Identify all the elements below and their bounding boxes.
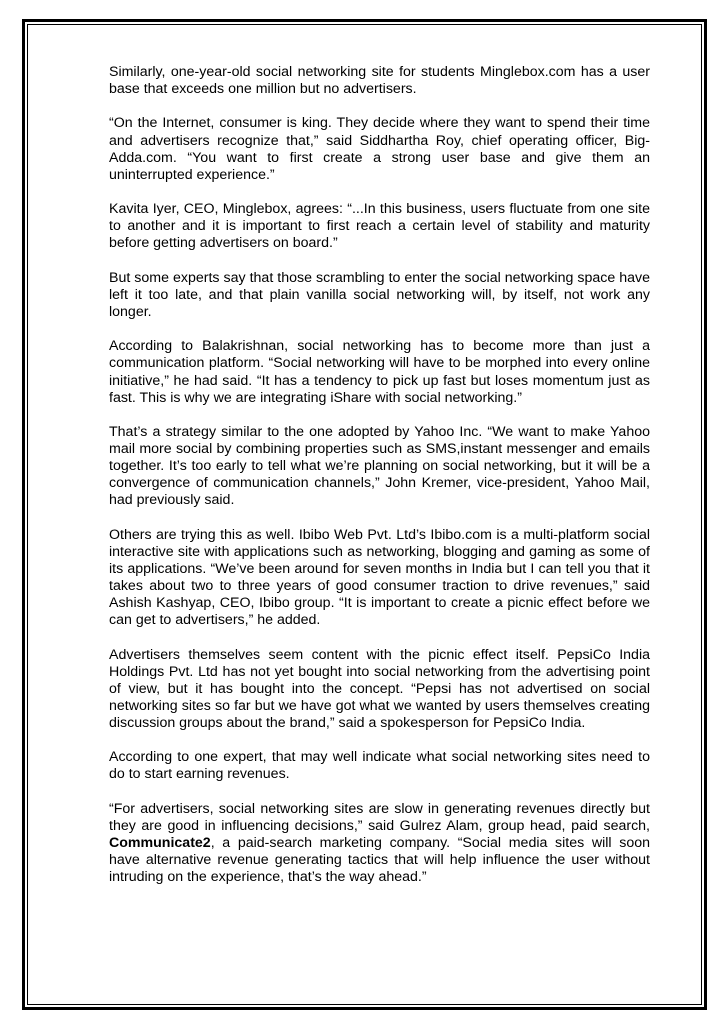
paragraph-8: Advertisers themselves seem content with the picnic effect itself. PepsiCo India Holdings Pvt. Ltd has not yet bought into social networking from the advertising point of view, but it has bought into the concept. “Pepsi has not advertised on social networking sites so far but we have got what we wanted by users themselves creating discussion groups about the brand,” said a spokesperson for PepsiCo India. xyxy=(109,646,650,731)
article-body xyxy=(109,64,650,886)
paragraph-4: But some experts say that those scrambling to enter the social networking space have left it too late, and that plain vanilla social networking will, by itself, not work any longer. xyxy=(109,269,650,320)
paragraph-10 xyxy=(109,801,650,886)
paragraph-3: Kavita Iyer, CEO, Minglebox, agrees: “...In this business, users fluctuate from one site to another and it is important to first reach a certain level of stability and maturity before getting advertisers on board.” xyxy=(109,201,650,252)
paragraph-2: “On the Internet, consumer is king. They decide where they want to spend their time and advertisers recognize that,” said Siddhartha Roy, chief operating officer, Big-Adda.com. “You want to first create a strong user base and give them an uninterrupted experience.” xyxy=(109,115,650,183)
company-name-bold: Communicate2 xyxy=(109,835,211,852)
paragraph-5: According to Balakrishnan, social networking has to become more than just a communication platform. “Social networking will have to be morphed into every online initiative,” he had said. “It has a tendency to pick up fast but loses momentum just as fast. This is why we are integrating iShare with social networking.” xyxy=(109,338,650,406)
paragraph-10-tail: , a paid-search marketing company. “Social media sites will soon have alternative revenue generating tactics that will help influence the user without intruding on the experience, that’s the way ahead.” xyxy=(109,835,650,886)
paragraph-10-lead: “For advertisers, social networking sites are slow in generating revenues directly but they are good in influencing decisions,” said Gulrez Alam, group head, paid search, xyxy=(109,800,650,834)
paragraph-7: Others are trying this as well. Ibibo Web Pvt. Ltd’s Ibibo.com is a multi-platform social interactive site with applications such as networking, blogging and gaming as some of its applications. “We’ve been around for seven months in India but I can tell you that it takes about two to three years of good consumer traction to drive revenues,” said Ashish Kashyap, CEO, Ibibo group. “It is important to create a picnic effect before we can get to advertisers,” he added. xyxy=(109,526,650,629)
paragraph-1: Similarly, one-year-old social networking site for students Minglebox.com has a user base that exceeds one million but no advertisers. xyxy=(109,64,650,98)
paragraph-9: According to one expert, that may well indicate what social networking sites need to do to start earning revenues. xyxy=(109,749,650,783)
paragraph-6: That’s a strategy similar to the one adopted by Yahoo Inc. “We want to make Yahoo mail more social by combining properties such as SMS,instant messenger and emails together. It’s too early to tell what we’re planning on social networking, but it will be a convergence of communication channels,” John Kremer, vice-president, Yahoo Mail, had previously said. xyxy=(109,423,650,509)
